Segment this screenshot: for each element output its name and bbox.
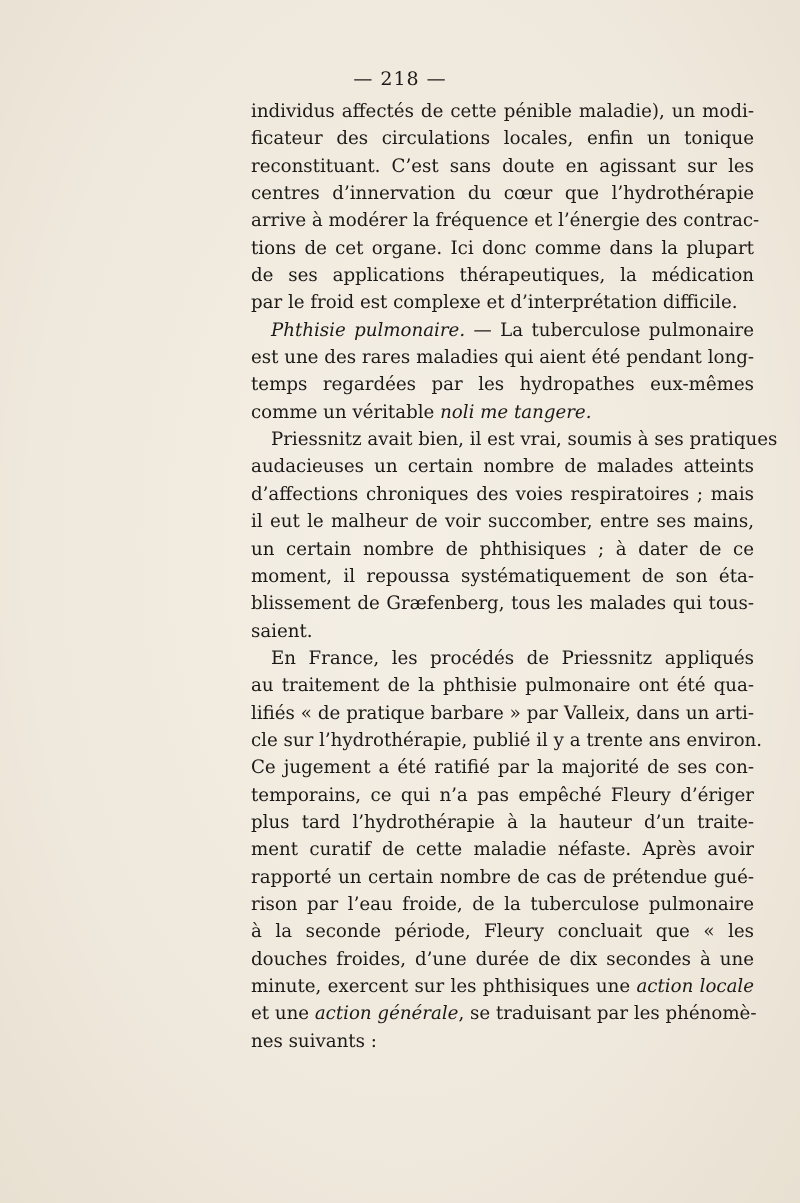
italic-phrase: Phthisie pulmonaire. xyxy=(271,319,466,341)
text-line xyxy=(251,864,754,891)
text-segment: temps regardées par les hydropathes eux-mêmes xyxy=(251,374,754,396)
text-segment: moment, il repoussa systématiquement de son éta- xyxy=(251,565,754,587)
text-segment: lifiés « de pratique barbare » par Valleix, dans un arti- xyxy=(251,702,754,724)
text-line xyxy=(251,317,754,344)
text-line xyxy=(251,809,754,836)
text-segment: saient. xyxy=(251,620,313,642)
text-line xyxy=(251,1000,757,1027)
text-segment: au traitement de la phthisie pulmonaire ont été qua- xyxy=(251,675,754,697)
text-line xyxy=(251,946,754,973)
text-line xyxy=(251,700,754,727)
italic-phrase: action générale xyxy=(314,1003,459,1025)
text-segment: En France, les procédés de Priessnitz appliqués xyxy=(271,647,754,669)
text-line xyxy=(251,508,754,535)
text-segment: minute, exercent sur les phthisiques une xyxy=(251,976,637,997)
text-line xyxy=(251,453,754,480)
text-line xyxy=(251,836,754,863)
text-line xyxy=(251,563,754,590)
text-line xyxy=(251,645,754,672)
text-line xyxy=(251,1028,754,1055)
text-segment: Ce jugement a été ratifié par la majorité de ses con- xyxy=(251,757,754,779)
text-segment: rapporté un certain nombre de cas de prétendue gué- xyxy=(251,866,754,888)
text-segment: — La tuberculose pulmonaire xyxy=(465,319,754,341)
text-segment: nes suivants : xyxy=(251,1030,377,1052)
text-line xyxy=(251,98,754,125)
text-segment: d’affections chroniques des voies respiratoires ; mais xyxy=(251,483,754,505)
page-number: — 218 — xyxy=(353,68,447,90)
text-line xyxy=(251,672,754,699)
text-segment: audacieuses un certain nombre de malades atteints xyxy=(251,456,754,478)
text-segment: blissement de Græfenberg, tous les malades qui tous- xyxy=(251,593,754,615)
text-segment: un certain nombre de phthisiques ; à dater de ce xyxy=(251,538,754,560)
text-segment: Priessnitz avait bien, il est vrai, soumis à ses pratiques xyxy=(271,429,778,451)
text-segment: est une des rares maladies qui aient été pendant long- xyxy=(251,347,754,369)
text-segment: temporains, ce qui n’a pas empêché Fleury d’ériger xyxy=(251,784,754,806)
text-line xyxy=(251,207,760,234)
text-segment: de ses applications thérapeutiques, la médication xyxy=(251,265,754,287)
text-line xyxy=(251,371,754,398)
text-segment: plus tard l’hydrothérapie à la hauteur d’un traite- xyxy=(251,811,754,833)
italic-phrase: action locale xyxy=(636,976,755,997)
text-line xyxy=(251,262,754,289)
text-segment: à la seconde période, Fleury concluait que « les xyxy=(251,921,754,943)
text-segment: ment curatif de cette maladie néfaste. Après avoir xyxy=(251,839,754,861)
text-line xyxy=(251,153,754,180)
text-segment: centres d’innervation du cœur que l’hydrothérapie xyxy=(251,183,754,205)
text-segment: , se traduisant par les phénomè- xyxy=(458,1003,757,1025)
text-line xyxy=(251,727,763,754)
text-line xyxy=(251,891,754,918)
text-segment: comme un véritable xyxy=(251,401,441,423)
text-line xyxy=(251,973,754,1000)
text-line xyxy=(251,399,754,426)
text-segment: par le froid est complexe et d’interprétation difficile. xyxy=(251,292,738,314)
text-segment: ficateur des circulations locales, enfin un tonique xyxy=(251,128,754,150)
text-line xyxy=(251,125,754,152)
text-line xyxy=(251,782,754,809)
text-segment: et une xyxy=(251,1003,315,1025)
text-segment: individus affectés de cette pénible maladie), un modi- xyxy=(251,101,754,122)
text-segment: douches froides, d’une durée de dix secondes à une xyxy=(251,948,754,970)
text-line xyxy=(251,289,754,316)
text-line xyxy=(251,344,754,371)
text-line xyxy=(251,618,754,645)
text-line xyxy=(251,754,754,781)
text-line xyxy=(251,180,754,207)
text-line xyxy=(251,235,754,262)
text-line xyxy=(251,481,754,508)
body-text xyxy=(251,98,778,1055)
text-segment: cle sur l’hydrothérapie, publié il y a trente ans environ. xyxy=(251,729,763,751)
text-line xyxy=(251,536,754,563)
text-segment: rison par l’eau froide, de la tuberculose pulmonaire xyxy=(251,893,754,915)
italic-phrase: noli me tangere. xyxy=(440,401,592,423)
text-segment: arrive à modérer la fréquence et l’énergie des contrac- xyxy=(251,210,760,232)
text-line xyxy=(251,426,778,453)
text-line xyxy=(251,590,754,617)
text-segment: reconstituant. C’est sans doute en agissant sur les xyxy=(251,155,754,177)
text-segment: il eut le malheur de voir succomber, entre ses mains, xyxy=(251,511,754,533)
text-line xyxy=(251,918,754,945)
text-segment: tions de cet organe. Ici donc comme dans la plupart xyxy=(251,237,754,259)
